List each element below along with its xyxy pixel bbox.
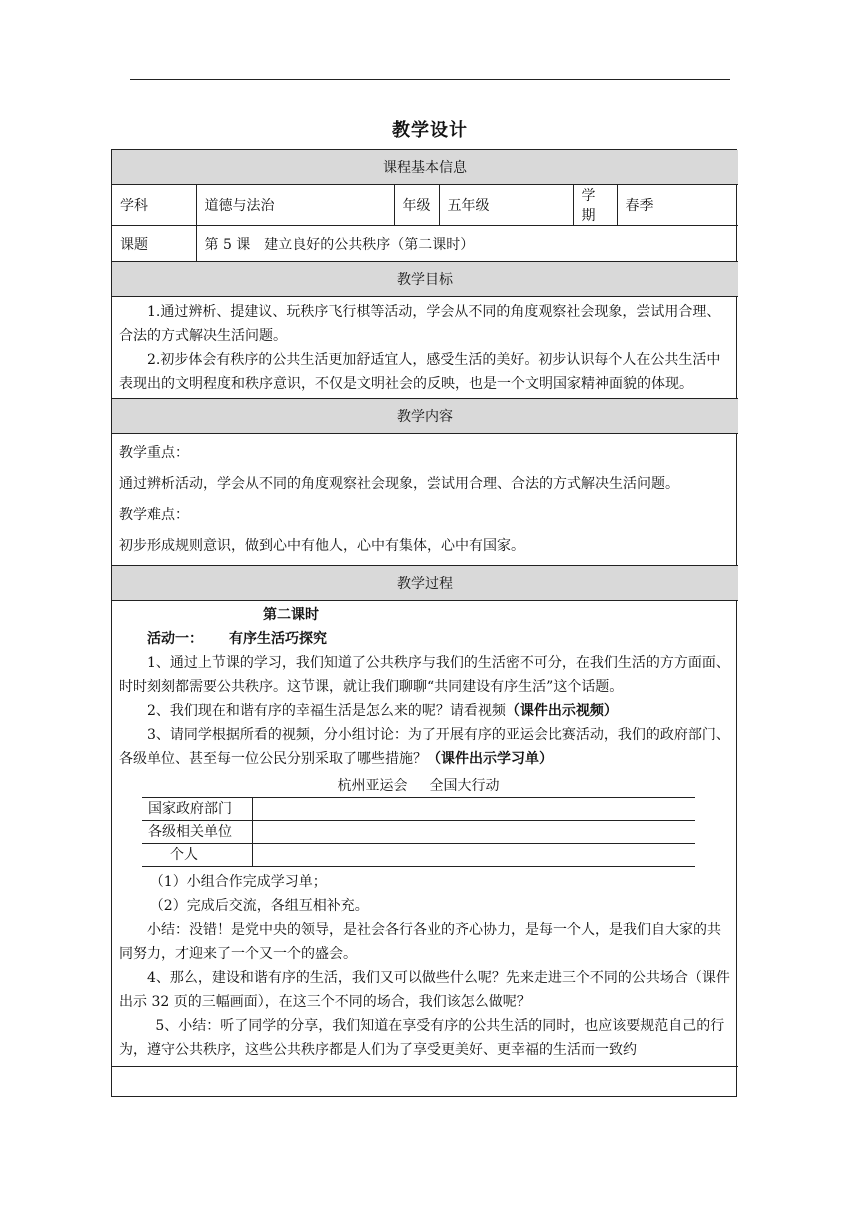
topic-value: 第 5 课 建立良好的公共秩序（第二课时）: [196, 226, 738, 262]
step-1: 1、通过上节课的学习，我们知道了公共秩序与我们的生活密不可分，在我们生活的方方面面、时时刻刻都需要公共秩序。这节课，就让我们聊聊“共同建设有序生活”这个话题。: [119, 655, 730, 695]
course-info-header: 课程基本信息: [112, 150, 738, 185]
worksheet-row-label: 国家政府部门: [142, 798, 252, 821]
step-3-text: 3、请同学根据所看的视频，分小组讨论：为了开展有序的亚运会比赛活动，我们的政府部门、各级单位、甚至每一位公民分别采取了哪些措施？: [119, 727, 730, 767]
step-3-note: （课件出示学习单）: [427, 751, 553, 767]
worksheet-row-blank: [252, 798, 695, 821]
content-header: 教学内容: [112, 399, 738, 434]
key-point-text: 通过辨析活动，学会从不同的角度观察社会现象，尝试用合理、合法的方式解决生活问题。: [119, 476, 679, 492]
key-point-label: 教学重点：: [119, 445, 189, 461]
worksheet-row-blank: [252, 821, 695, 844]
worksheet-row-blank: [252, 844, 695, 867]
step-2: [119, 699, 731, 723]
step-3: [119, 723, 731, 771]
goals-header: 教学目标: [112, 262, 738, 297]
goals-cell: [112, 297, 738, 399]
summary: 小结：没错！是党中央的领导，是社会各行各业的齐心协力，是每一个人，是我们自大家的共同努力，才迎来了一个又一个的盛会。: [119, 922, 721, 962]
document-title: 教学设计: [392, 120, 468, 141]
worksheet-header: [142, 775, 695, 798]
worksheet-row-label: 个人: [142, 844, 252, 867]
step-2-note: （课件出示视频）: [505, 703, 618, 719]
goal-item: 2.初步体会有秩序的公共生活更加舒适宜人，感受生活的美好。初步认识每个人在公共生活中表现出的文明程度和秩序意识，不仅是文明社会的反映，也是一个文明国家精神面貌的体现。: [119, 352, 721, 392]
worksheet-table: [142, 775, 695, 867]
activity-title: [119, 627, 731, 651]
grade-label: 年级: [394, 185, 439, 226]
grade-value: 五年级: [439, 185, 573, 226]
process-header: 教学过程: [112, 566, 738, 601]
sub-step-1: （1）小组合作完成学习单；: [149, 874, 327, 890]
content-cell: [112, 434, 738, 566]
subject-label: 学科: [112, 185, 196, 226]
subject-value: 道德与法治: [196, 185, 394, 226]
step-2-text: 2、我们现在和谐有序的幸福生活是怎么来的呢？请看视频: [147, 703, 506, 719]
activity-label: 活动一：: [147, 631, 203, 647]
term-value: 春季: [617, 185, 738, 226]
difficulty-label: 教学难点：: [119, 507, 189, 523]
term-label: 学期: [573, 185, 617, 226]
sub-step-2: （2）完成后交流，各组互相补充。: [149, 898, 369, 914]
worksheet-row-label: 各级相关单位: [142, 821, 252, 844]
process-cell: [112, 601, 738, 1067]
activity-name: 有序生活巧探究: [229, 631, 327, 647]
header-rule: [130, 79, 730, 80]
worksheet-header-right: 全国大行动: [429, 777, 500, 794]
worksheet-header-left: 杭州亚运会: [337, 777, 408, 794]
step-5: 5、小结：听了同学的分享，我们知道在享受有序的公共生活的同时，也应该要规范自己的行为，遵守公共秩序，这些公共秩序都是人们为了享受更美好、更幸福的生活而一致约: [119, 1018, 725, 1058]
period-title: 第二课时: [263, 607, 319, 623]
topic-label: 课题: [112, 226, 196, 262]
step-4: 4、那么，建设和谐有序的生活，我们又可以做些什么呢？先来走进三个不同的公共场合（课件出示 32 页的三幅画面），在这三个不同的场合，我们该怎么做呢？: [119, 970, 730, 1010]
goal-item: 1.通过辨析、提建议、玩秩序飞行棋等活动，学会从不同的角度观察社会现象，尝试用合理、合法的方式解决生活问题。: [119, 304, 721, 344]
lesson-plan-frame: [111, 149, 737, 1097]
difficulty-text: 初步形成规则意识，做到心中有他人，心中有集体，心中有国家。: [119, 538, 525, 554]
